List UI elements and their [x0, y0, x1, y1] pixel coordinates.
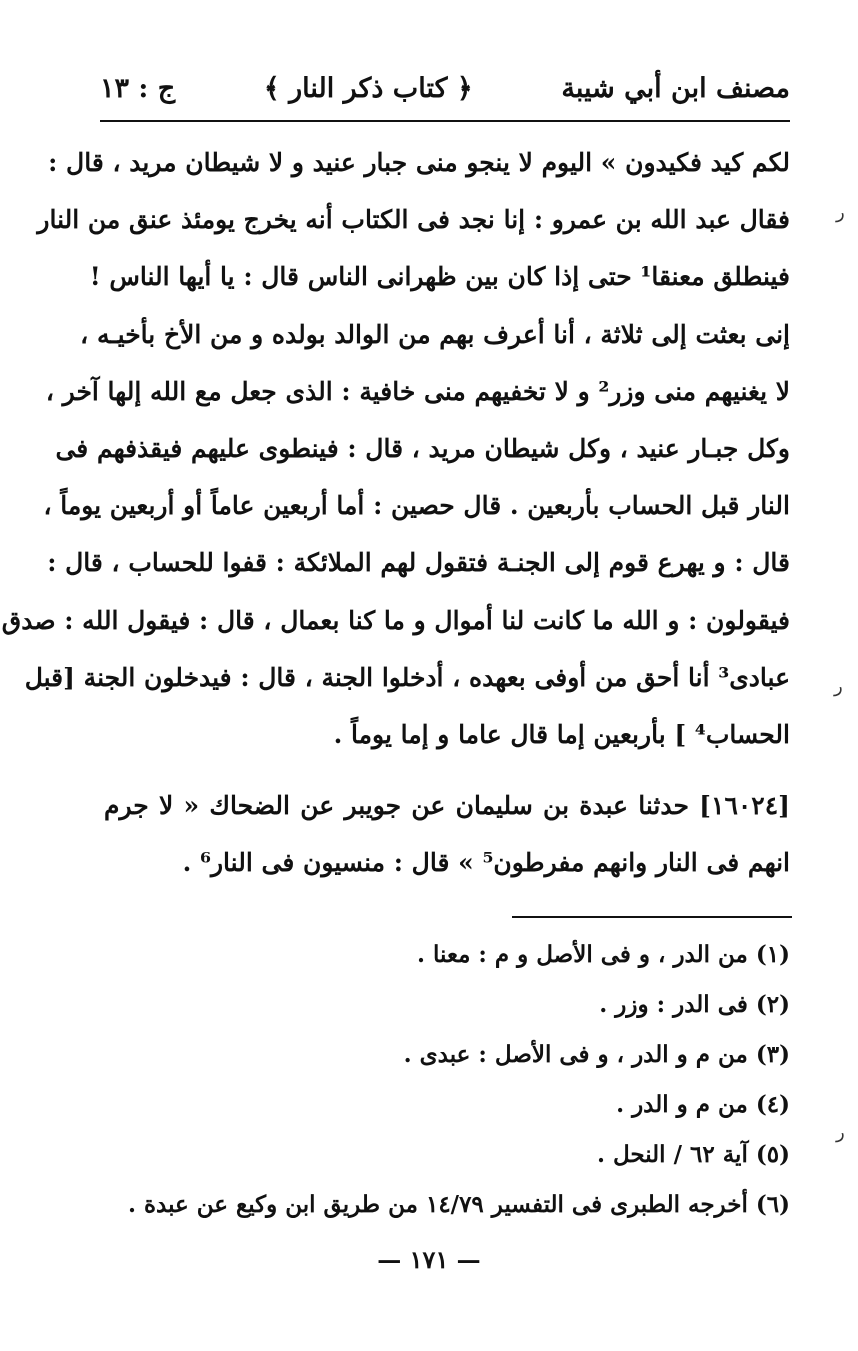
- text-line: النار قبل الحساب بأربعين . قال حصين : أما أربعين عاماً أو أربعين يوماً ،: [43, 491, 790, 521]
- footnotes: [104, 930, 790, 1230]
- header-volume: ج : ١٣: [100, 72, 176, 104]
- text-line: قال : و يهرع قوم إلى الجنـة فتقول لهم الملائكة : قفوا للحساب ، قال :: [47, 548, 790, 578]
- hadith-line: انهم فى النار وانهم مفرطون⁵ » قال : منسيون فى النار⁶ .: [182, 848, 790, 878]
- margin-mark: ﺭ: [834, 676, 843, 697]
- main-text: [1, 134, 790, 891]
- header-rule: [100, 120, 790, 122]
- text-line: لكم كيد فكيدون » اليوم لا ينجو منى جبار عنيد و لا شيطان مريد ، قال :: [48, 148, 790, 177]
- margin-mark: ﺭ: [836, 1122, 845, 1143]
- text-line: لا يغنيهم منى وزر² و لا تخفيهم منى خافية : الذى جعل مع الله إلها آخر ،: [45, 376, 790, 406]
- header-book-title: مصنف ابن أبي شيبة: [561, 72, 790, 104]
- paragraph-gap: [104, 763, 790, 777]
- footnote-rule: [512, 916, 792, 918]
- text-line: وكل جبـار عنيد ، وكل شيطان مريد ، قال : فينطوى عليهم فيقذفهم فى: [55, 433, 790, 463]
- hadith-line: [١٦٠٢٤] حدثنا عبدة بن سليمان عن جويبر عن الضحاك « لا جرم: [104, 791, 790, 821]
- footnote: (٦) أخرجه الطبرى فى التفسير ١٤/٧٩ من طريق ابن وكيع عن عبدة .: [127, 1191, 790, 1218]
- footnote: (١) من الدر ، و فى الأصل و م : معنا .: [417, 941, 790, 968]
- page-number: — ١٧١ —: [377, 1245, 481, 1274]
- text-line: فقال عبد الله بن عمرو : إنا نجد فى الكتاب أنه يخرج يومئذ عنق من النار: [37, 205, 790, 235]
- text-line: إنى بعثت إلى ثلاثة ، أنا أعرف بهم من الوالد بولده و من الأخ بأخيـه ،: [80, 319, 790, 349]
- footnote: (٥) آية ٦٢ / النحل .: [596, 1141, 790, 1168]
- running-header: [100, 62, 790, 114]
- footnote: (٢) فى الدر : وزر .: [599, 991, 790, 1018]
- footnote: (٣) من م و الدر ، و فى الأصل : عبدى .: [403, 1041, 790, 1068]
- margin-mark: ﺭ: [836, 202, 845, 223]
- text-line: فينطلق معنقا¹ حتى إذا كان بين ظهرانى الناس قال : يا أيها الناس !: [89, 262, 790, 292]
- text-line: الحساب⁴ ] بأربعين إما قال عاما و إما يوماً .: [333, 719, 790, 749]
- text-line: فيقولون : و الله ما كانت لنا أموال و ما كنا بعمال ، قال : فيقول الله : صدق: [1, 605, 790, 635]
- text-line: عبادى³ أنا أحق من أوفى بعهده ، أدخلوا الجنة ، قال : فيدخلون الجنة [قبل: [24, 662, 790, 692]
- footnote: (٤) من م و الدر .: [616, 1091, 790, 1118]
- header-chapter-title: ﴿ كتاب ذكر النار ﴾: [263, 72, 473, 104]
